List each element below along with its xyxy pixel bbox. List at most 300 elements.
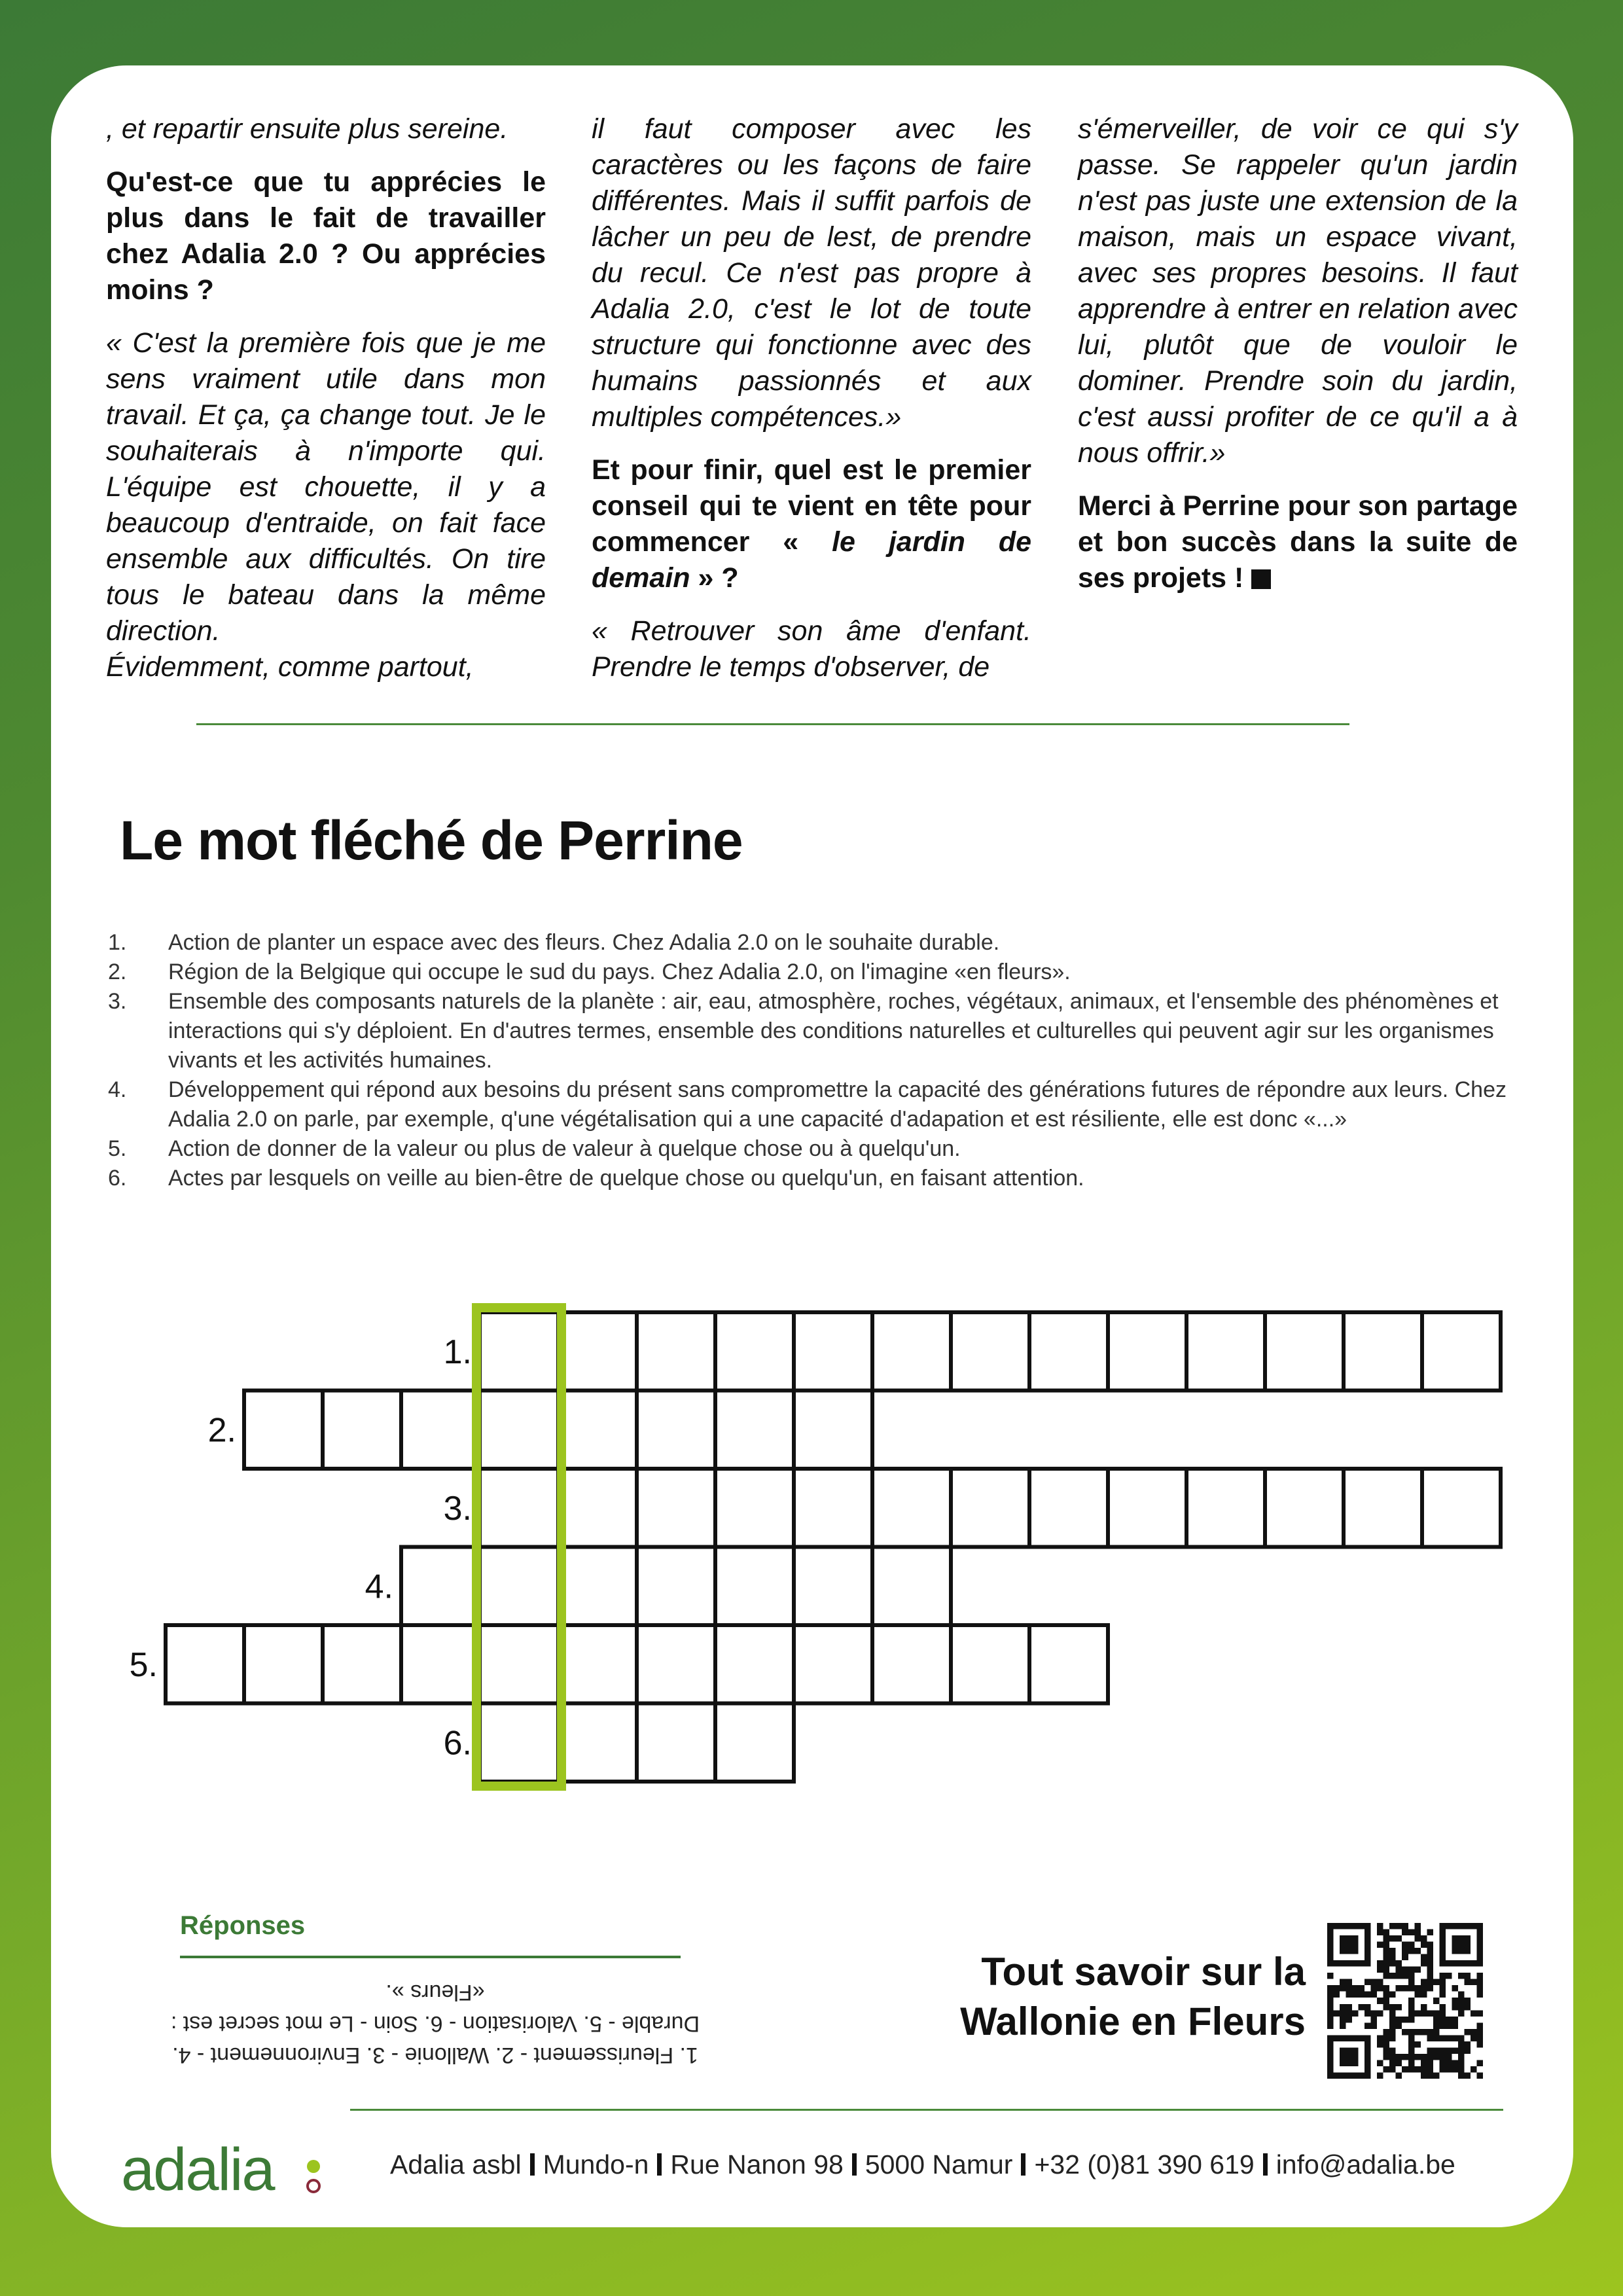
clue-text: Région de la Belgique qui occupe le sud du pays. Chez Adalia 2.0, on l'imagine «en fleurs». (168, 960, 1071, 984)
grid-cell[interactable] (715, 1704, 794, 1782)
qr-module (1383, 1967, 1390, 1973)
grid-cell[interactable] (558, 1469, 637, 1547)
grid-cell[interactable] (637, 1625, 715, 1704)
qr-module (1476, 2041, 1483, 2048)
grid-cell[interactable] (872, 1469, 951, 1547)
qr-module (1427, 2060, 1433, 2066)
clue-text: Action de donner de la valeur ou plus de valeur à quelque chose ou à quelqu'un. (168, 1136, 961, 1161)
qr-module (1458, 2066, 1465, 2073)
qr-module (1433, 2035, 1440, 2041)
qr-module (1371, 1985, 1378, 1992)
grid-cell[interactable] (794, 1547, 872, 1626)
footer-contact (390, 2149, 1455, 2180)
adalia-logo (120, 2139, 329, 2204)
qr-module (1421, 2066, 1427, 2073)
qr-module (1433, 2029, 1440, 2036)
grid-row-number: 5. (129, 1645, 158, 1684)
qr-module (1427, 2029, 1433, 2036)
qr-module (1364, 1992, 1371, 1998)
qr-module (1389, 2017, 1396, 2023)
qr-module (1377, 2041, 1383, 2048)
qr-module (1464, 2029, 1471, 2036)
grid-cell[interactable] (872, 1625, 951, 1704)
qr-module (1439, 2060, 1446, 2066)
qr-module (1402, 1967, 1408, 1973)
qr-module (1402, 1929, 1408, 1936)
qr-module (1464, 2047, 1471, 2054)
qr-module (1414, 2066, 1421, 2073)
qr-module (1439, 1973, 1446, 1979)
qr-module (1414, 2029, 1421, 2036)
grid-row-number: 3. (443, 1489, 472, 1528)
grid-cell[interactable] (558, 1704, 637, 1782)
qr-module (1471, 2066, 1477, 2073)
clue-text: Développement qui répond aux besoins du présent sans compromettre la capacité des générations futures de répondre aux leurs. Chez Adalia 2.0 on parle, par exemple, q'une végétalisation qui a une capacité d'adapation et est résiliente, elle est donc «...» (168, 1077, 1507, 1132)
qr-module (1452, 2066, 1458, 2073)
question-text-end: » ? (690, 562, 739, 594)
qr-module (1396, 1967, 1402, 1973)
grid-cell[interactable] (715, 1547, 794, 1626)
qr-module (1359, 2004, 1365, 2011)
qr-module (1408, 2060, 1415, 2066)
qr-module (1371, 2010, 1378, 2017)
qr-module (1427, 1967, 1433, 1973)
qr-module (1433, 2017, 1440, 2023)
qr-module (1396, 2004, 1402, 2011)
qr-module (1427, 1973, 1433, 1979)
qr-module (1452, 2035, 1458, 2041)
qr-module (1377, 2035, 1383, 2041)
qr-module (1427, 1929, 1433, 1936)
qr-module (1408, 2047, 1415, 2054)
qr-module (1439, 2022, 1446, 2029)
qr-module (1427, 1960, 1433, 1967)
qr-module (1446, 2022, 1452, 2029)
qr-module (1389, 1935, 1396, 1942)
qr-module (1340, 2004, 1346, 2011)
interview-answer-continued: Évidemment, comme partout, (106, 651, 474, 683)
qr-module (1402, 2029, 1408, 2036)
clue-number: 1. (108, 930, 127, 955)
qr-module (1389, 2022, 1396, 2029)
qr-module (1476, 2060, 1483, 2066)
qr-module (1408, 2029, 1415, 2036)
qr-module (1383, 2035, 1390, 2041)
grid-cell[interactable] (166, 1625, 244, 1704)
qr-module (1396, 1923, 1402, 1929)
qr-module (1427, 2010, 1433, 2017)
qr-module (1346, 2004, 1353, 2011)
question-emphasis: le jardin de demain (592, 526, 1031, 594)
qr-module (1408, 2017, 1415, 2023)
grid-cell[interactable] (480, 1312, 558, 1391)
qr-module (1383, 2047, 1390, 2054)
grid-row-number: 1. (443, 1333, 472, 1371)
qr-module (1364, 2010, 1371, 2017)
qr-module (1414, 1923, 1421, 1929)
qr-module (1439, 1992, 1446, 1998)
separator-bar (852, 2153, 857, 2176)
qr-module (1327, 1992, 1334, 1998)
question-text: Et pour finir, quel est le premier conseil qui te vient en tête pour commencer « (592, 454, 1031, 558)
qr-module (1371, 1979, 1378, 1986)
qr-module (1421, 2004, 1427, 2011)
grid-cell[interactable] (1029, 1312, 1108, 1391)
qr-module (1414, 2041, 1421, 2048)
qr-module (1427, 1942, 1433, 1948)
qr-module (1396, 1935, 1402, 1942)
grid-row-number: 2. (207, 1411, 236, 1450)
qr-module (1389, 2004, 1396, 2011)
grid-cell[interactable] (558, 1391, 637, 1469)
qr-module (1408, 1979, 1415, 1986)
qr-module (1458, 1998, 1465, 2004)
qr-module (1377, 1929, 1383, 1936)
grid-cell[interactable] (244, 1625, 323, 1704)
qr-module (1446, 2035, 1452, 2041)
qr-module (1452, 2017, 1458, 2023)
qr-module (1408, 1942, 1415, 1948)
qr-module (1340, 1979, 1346, 1986)
qr-module (1446, 2066, 1452, 2073)
qr-module (1476, 1992, 1483, 1998)
qr-module (1352, 1985, 1359, 1992)
qr-module (1427, 2047, 1433, 2054)
qr-module (1421, 1992, 1427, 1998)
qr-module (1383, 1992, 1390, 1998)
qr-module (1402, 1942, 1408, 1948)
footer-phone[interactable]: +32 (0)81 390 619 (1034, 2149, 1255, 2179)
grid-cell[interactable] (637, 1391, 715, 1469)
clue-number: 4. (108, 1077, 127, 1102)
grid-cell[interactable] (401, 1547, 480, 1626)
grid-cell[interactable] (1344, 1312, 1422, 1391)
qr-module (1464, 1998, 1471, 2004)
grid-cell[interactable] (794, 1391, 872, 1469)
qr-module (1408, 1973, 1415, 1979)
footer-email[interactable]: info@adalia.be (1275, 2149, 1455, 2179)
qr-module (1346, 1985, 1353, 1992)
qr-module (1433, 2054, 1440, 2060)
qr-finder (1340, 2047, 1359, 2066)
qr-module (1408, 1985, 1415, 1992)
qr-module (1446, 2047, 1452, 2054)
grid-cell[interactable] (244, 1391, 323, 1469)
grid-cell[interactable] (1029, 1469, 1108, 1547)
grid-cell[interactable] (951, 1312, 1029, 1391)
qr-module (1383, 1954, 1390, 1961)
grid-cell[interactable] (1422, 1469, 1501, 1547)
qr-module (1402, 2054, 1408, 2060)
grid-row-number: 6. (443, 1724, 472, 1763)
grid-cell[interactable] (1108, 1469, 1186, 1547)
grid-cell[interactable] (1186, 1469, 1265, 1547)
qr-module (1383, 1935, 1390, 1942)
grid-cell[interactable] (1029, 1625, 1108, 1704)
qr-module (1458, 2004, 1465, 2011)
qr-module (1421, 1979, 1427, 1986)
grid-cell[interactable] (558, 1547, 637, 1626)
grid-cell[interactable] (951, 1469, 1029, 1547)
qr-module (1446, 2017, 1452, 2023)
qr-module (1396, 1960, 1402, 1967)
interview-answer: « Retrouver son âme d'enfant. Prendre le temps d'observer, de (592, 615, 1031, 683)
grid-cell[interactable] (401, 1391, 480, 1469)
wallonie-en-fleurs-cta[interactable] (903, 1947, 1306, 2047)
qr-module (1421, 1935, 1427, 1942)
qr-module (1383, 1998, 1390, 2004)
qr-module (1408, 2010, 1415, 2017)
qr-module (1439, 2035, 1446, 2041)
qr-module (1327, 2017, 1334, 2023)
qr-module (1402, 1948, 1408, 1954)
qr-module (1340, 2022, 1346, 2029)
qr-module (1427, 1979, 1433, 1986)
qr-module (1402, 1985, 1408, 1992)
article-text: , et repartir ensuite plus sereine. (106, 113, 508, 145)
qr-module (1414, 1929, 1421, 1936)
qr-module (1346, 2017, 1353, 2023)
grid-cell[interactable] (951, 1625, 1029, 1704)
qr-module (1389, 1973, 1396, 1979)
cta-line-1: Tout savoir sur la (981, 1950, 1306, 1994)
interview-question: Qu'est-ce que tu apprécies le plus dans le fait de travailler chez Adalia 2.0 ? Ou apprécies moins ? (106, 166, 546, 306)
qr-module (1327, 2010, 1334, 2017)
qr-module (1383, 2029, 1390, 2036)
grid-cell[interactable] (794, 1469, 872, 1547)
grid-cell[interactable] (794, 1312, 872, 1391)
qr-module (1421, 1954, 1427, 1961)
qr-module (1402, 1954, 1408, 1961)
qr-module (1377, 1998, 1383, 2004)
grid-cell[interactable] (480, 1704, 558, 1782)
qr-module (1427, 1948, 1433, 1954)
clue-number: 2. (108, 960, 127, 984)
qr-module (1433, 1998, 1440, 2004)
closing-thanks: Merci à Perrine pour son partage et bon succès dans la suite de ses projets ! (1078, 490, 1518, 594)
qr-module (1383, 2054, 1390, 2060)
grid-cell[interactable] (401, 1625, 480, 1704)
qr-module (1327, 2004, 1334, 2011)
qr-module (1452, 2004, 1458, 2011)
qr-module (1396, 1985, 1402, 1992)
answers-title: Réponses (180, 1911, 306, 1940)
grid-cell[interactable] (637, 1312, 715, 1391)
qr-module (1439, 2010, 1446, 2017)
separator-bar (657, 2153, 662, 2176)
qr-module (1464, 2004, 1471, 2011)
clue-number: 5. (108, 1136, 127, 1161)
grid-cell[interactable] (323, 1391, 401, 1469)
qr-module (1471, 1979, 1477, 1986)
qr-module (1377, 2010, 1383, 2017)
grid-cell[interactable] (715, 1625, 794, 1704)
qr-module (1433, 2010, 1440, 2017)
grid-cell[interactable] (715, 1312, 794, 1391)
grid-cell[interactable] (715, 1391, 794, 1469)
grid-cell[interactable] (1265, 1469, 1344, 1547)
qr-module (1389, 2054, 1396, 2060)
qr-module (1458, 2072, 1465, 2079)
qr-module (1471, 2010, 1477, 2017)
qr-module (1408, 2066, 1415, 2073)
qr-module (1427, 2054, 1433, 2060)
qr-module (1464, 2041, 1471, 2048)
qr-module (1346, 1992, 1353, 1998)
puzzle-title: Le mot fléché de Perrine (120, 810, 743, 871)
article-text: il faut composer avec les caractères ou les façons de faire différentes. Mais il suffit parfois de lâcher un peu de lest, de prendre du recul. Ce n'est pas propre à Adalia 2.0, c'est le lot de toute structure qui fonctionne avec des humains passionnés et aux multiples compétences.» (592, 113, 1031, 433)
qr-module (1352, 2010, 1359, 2017)
qr-finder (1452, 1935, 1471, 1954)
qr-module (1421, 1960, 1427, 1967)
qr-module (1439, 2004, 1446, 2011)
logo-ring-icon (308, 2180, 319, 2192)
qr-module (1408, 1948, 1415, 1954)
qr-module (1433, 2022, 1440, 2029)
qr-module (1359, 1985, 1365, 1992)
qr-module (1421, 1985, 1427, 1992)
grid-cell[interactable] (558, 1312, 637, 1391)
qr-module (1364, 2004, 1371, 2011)
grid-cell[interactable] (1186, 1312, 1265, 1391)
qr-module (1458, 2060, 1465, 2066)
qr-module (1433, 2047, 1440, 2054)
cta-line-2: Wallonie en Fleurs (960, 2000, 1306, 2043)
qr-module (1402, 1973, 1408, 1979)
qr-module (1439, 2047, 1446, 2054)
qr-code[interactable] (1327, 1923, 1483, 2079)
grid-cell[interactable] (480, 1625, 558, 1704)
grid-cell[interactable] (323, 1625, 401, 1704)
qr-module (1408, 2004, 1415, 2011)
logo-wordmark: adalia (121, 2139, 274, 2203)
grid-cell[interactable] (1344, 1469, 1422, 1547)
qr-module (1433, 2072, 1440, 2079)
qr-module (1439, 2066, 1446, 2073)
qr-module (1414, 2054, 1421, 2060)
qr-module (1446, 2060, 1452, 2066)
qr-module (1383, 1942, 1390, 1948)
qr-module (1476, 1973, 1483, 1979)
interview-answer: « C'est la première fois que je me sens vraiment utile dans mon travail. Et ça, ça change tout. Je le souhaiterais à n'importe qui. L'équipe est chouette, il y a beaucoup d'entraide, on fait face ensemble aux difficultés. On tire tous le bateau dans la même direction. (106, 327, 546, 647)
qr-module (1408, 1929, 1415, 1936)
grid-cell[interactable] (637, 1469, 715, 1547)
qr-module (1421, 2010, 1427, 2017)
qr-module (1414, 1985, 1421, 1992)
qr-module (1383, 1929, 1390, 1936)
grid-cell[interactable] (872, 1312, 951, 1391)
qr-module (1402, 2017, 1408, 2023)
qr-module (1383, 2004, 1390, 2011)
qr-module (1408, 2054, 1415, 2060)
footer-org: Adalia asbl (390, 2149, 522, 2179)
qr-module (1452, 1985, 1458, 1992)
qr-module (1414, 1992, 1421, 1998)
clue-number: 3. (108, 989, 127, 1014)
qr-module (1377, 1942, 1383, 1948)
qr-module (1371, 1992, 1378, 1998)
clue-text: Actes par lesquels on veille au bien-être de quelque chose ou quelqu'un, en faisant attention. (168, 1166, 1084, 1191)
qr-module (1427, 2035, 1433, 2041)
grid-row-number: 4. (365, 1568, 393, 1606)
qr-module (1389, 1948, 1396, 1954)
grid-cell[interactable] (872, 1547, 951, 1626)
qr-module (1446, 2054, 1452, 2060)
qr-module (1458, 1973, 1465, 1979)
qr-module (1377, 2072, 1383, 2079)
qr-module (1389, 1992, 1396, 1998)
qr-module (1396, 2072, 1402, 2079)
qr-module (1383, 2041, 1390, 2048)
qr-module (1383, 1973, 1390, 1979)
qr-module (1452, 2047, 1458, 2054)
qr-module (1383, 1985, 1390, 1992)
qr-module (1389, 2066, 1396, 2073)
grid-cell[interactable] (1265, 1312, 1344, 1391)
qr-module (1334, 1985, 1340, 1992)
qr-module (1458, 2041, 1465, 2048)
answers-rule (180, 1956, 681, 1958)
grid-cell[interactable] (637, 1704, 715, 1782)
qr-module (1458, 2047, 1465, 2054)
separator-bar (1021, 2153, 1026, 2176)
qr-module (1377, 1960, 1383, 1967)
qr-module (1414, 1967, 1421, 1973)
qr-module (1452, 2022, 1458, 2029)
qr-module (1464, 2072, 1471, 2079)
qr-module (1364, 2022, 1371, 2029)
qr-module (1433, 1979, 1440, 1986)
grid-cell[interactable] (480, 1391, 558, 1469)
grid-cell[interactable] (1422, 1312, 1501, 1391)
qr-module (1389, 2060, 1396, 2066)
qr-module (1364, 1979, 1371, 1986)
grid-cell[interactable] (715, 1469, 794, 1547)
qr-module (1427, 1954, 1433, 1961)
grid-cell[interactable] (794, 1625, 872, 1704)
qr-module (1408, 1998, 1415, 2004)
grid-cell[interactable] (480, 1547, 558, 1626)
grid-cell[interactable] (1108, 1312, 1186, 1391)
qr-module (1476, 2035, 1483, 2041)
qr-module (1340, 2010, 1346, 2017)
qr-module (1421, 2072, 1427, 2079)
grid-cell[interactable] (637, 1547, 715, 1626)
answers-text-upside-down: 1. Fleurissement - 2. Wallonie - 3. Environnement - 4. Durable - 5. Valorisation - 6. Soin - Le mot secret est : «Fleurs ». (170, 1980, 700, 2068)
qr-module (1396, 2060, 1402, 2066)
qr-module (1408, 1967, 1415, 1973)
qr-module (1389, 2035, 1396, 2041)
clue-number: 6. (108, 1166, 127, 1191)
qr-module (1421, 2029, 1427, 2036)
qr-module (1402, 2066, 1408, 2073)
qr-finder (1340, 1935, 1359, 1954)
qr-module (1377, 1923, 1383, 1929)
qr-module (1476, 2010, 1483, 2017)
qr-module (1452, 2060, 1458, 2066)
qr-module (1346, 2010, 1353, 2017)
grid-cell[interactable] (480, 1469, 558, 1547)
qr-module (1464, 1973, 1471, 1979)
qr-module (1414, 1935, 1421, 1942)
qr-module (1476, 2072, 1483, 2079)
grid-cell[interactable] (558, 1625, 637, 1704)
qr-module (1408, 2035, 1415, 2041)
qr-module (1396, 1973, 1402, 1979)
qr-module (1458, 2054, 1465, 2060)
footer-street: Rue Nanon 98 (670, 2149, 844, 2179)
qr-module (1476, 2029, 1483, 2036)
